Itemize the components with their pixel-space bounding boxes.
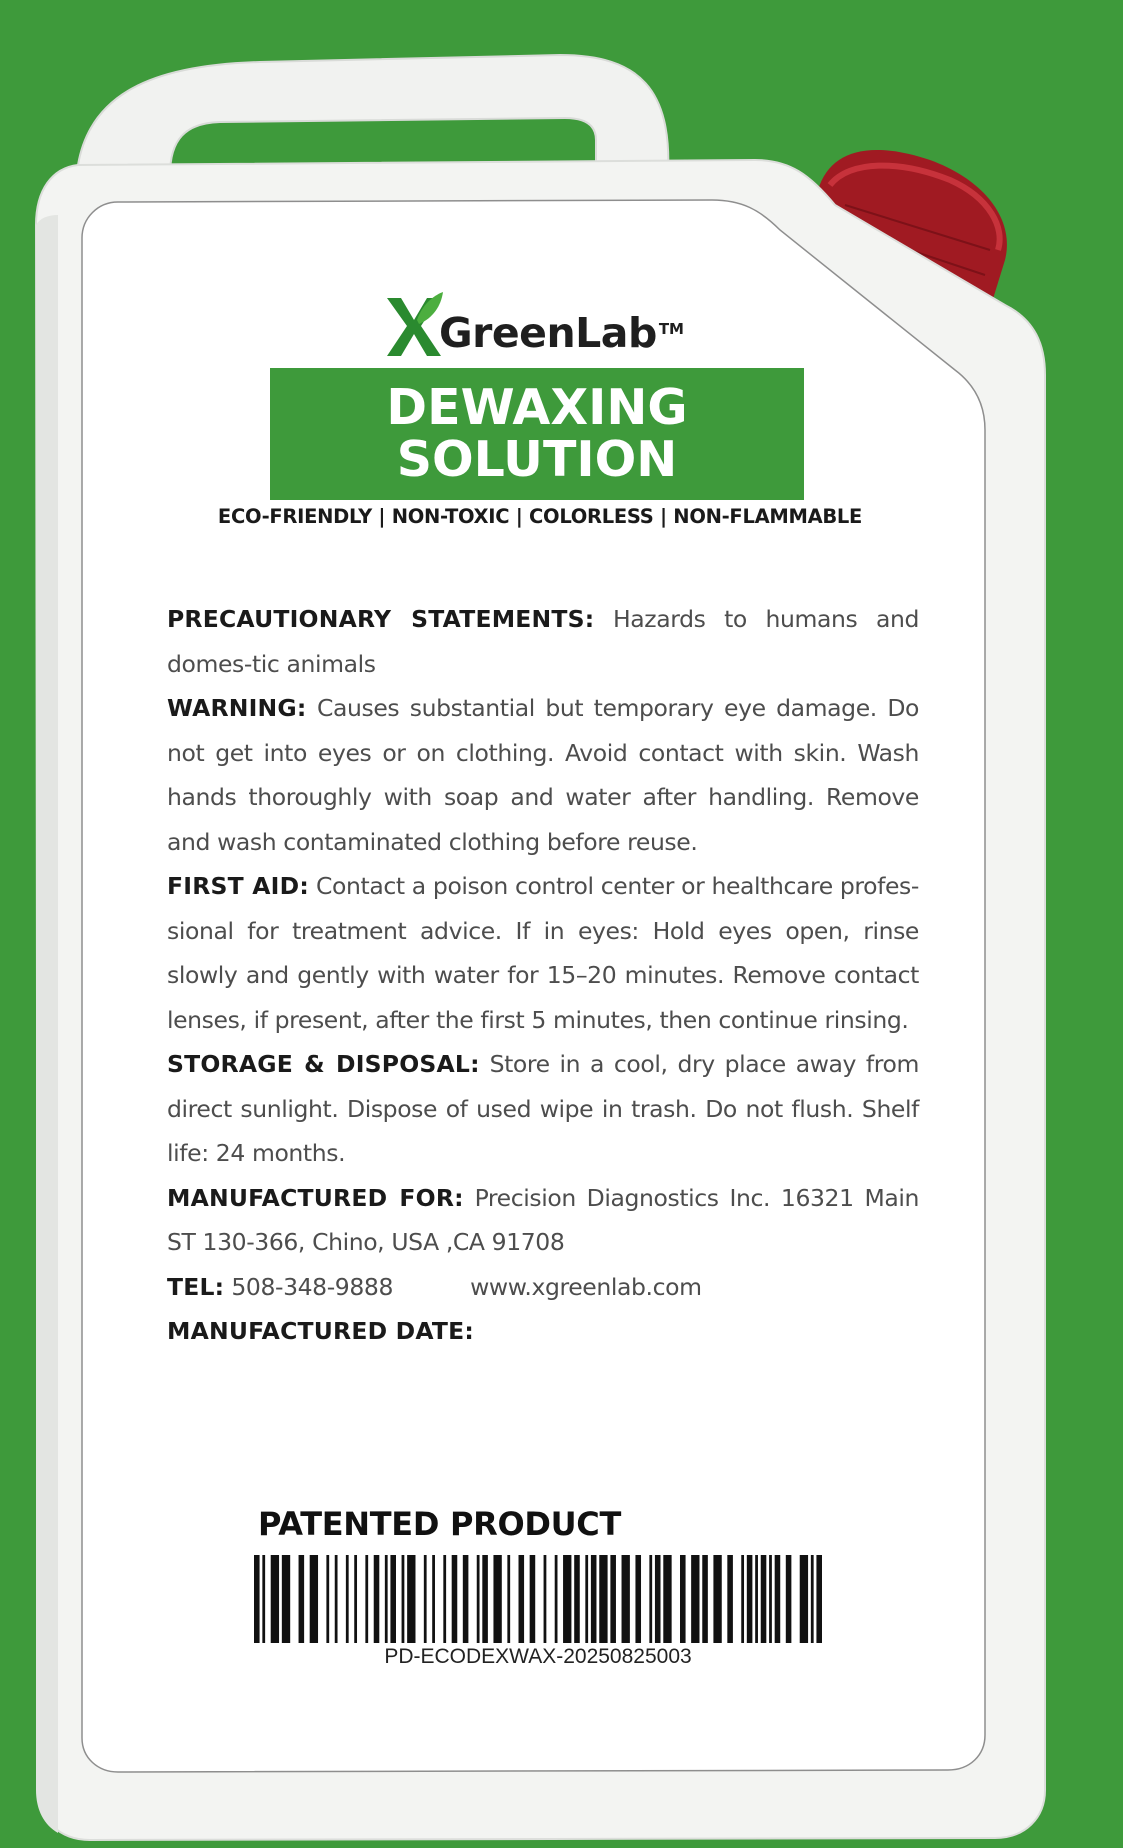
barcode-bar bbox=[452, 1555, 458, 1643]
barcode-bar bbox=[680, 1555, 686, 1643]
tel-label: TEL: bbox=[167, 1272, 225, 1301]
product-title-banner bbox=[270, 368, 804, 500]
barcode-bar bbox=[482, 1555, 488, 1643]
barcode-bar bbox=[519, 1555, 525, 1643]
barcode-bar bbox=[755, 1555, 758, 1643]
barcode-bar bbox=[816, 1555, 822, 1643]
barcode-bar bbox=[407, 1555, 415, 1643]
warning-text: Causes substantial but temporary eye damage. Do not get into eyes or on clothing. Avoid contact with skin. Wash hands thoroughly with soap and water after handling. Remove and wash contaminated clothing before reuse. bbox=[167, 694, 919, 856]
barcode-bar bbox=[385, 1555, 388, 1643]
manufactured-for-statement bbox=[167, 1176, 919, 1265]
product-title-line1: DEWAXING bbox=[386, 379, 688, 436]
product-title-line2: SOLUTION bbox=[396, 431, 678, 488]
barcode-bar bbox=[282, 1555, 290, 1643]
website-link: www.xgreenlab.com bbox=[470, 1272, 702, 1301]
barcode-bar bbox=[335, 1555, 338, 1643]
barcode-bar bbox=[402, 1555, 405, 1643]
first-aid-label: FIRST AID: bbox=[167, 872, 309, 900]
barcode-bar bbox=[622, 1555, 630, 1643]
barcode-bar bbox=[555, 1555, 558, 1643]
barcode-bar bbox=[432, 1555, 435, 1643]
barcode-bar bbox=[761, 1555, 767, 1643]
barcode-image bbox=[254, 1555, 822, 1643]
storage-label: STORAGE & DISPOSAL: bbox=[167, 1050, 480, 1078]
barcode-bar bbox=[713, 1555, 721, 1643]
barcode-bar bbox=[655, 1555, 661, 1643]
barcode-bar bbox=[775, 1555, 781, 1643]
barcode-bar bbox=[635, 1555, 641, 1643]
warning-statement bbox=[167, 686, 919, 864]
barcode-bar bbox=[390, 1555, 396, 1643]
barcode-bar bbox=[365, 1555, 368, 1643]
barcode-bar bbox=[574, 1555, 580, 1643]
barcode-bar bbox=[800, 1555, 808, 1643]
barcode-bar bbox=[443, 1555, 446, 1643]
brand-name: GreenLab bbox=[439, 309, 657, 357]
barcode-bar bbox=[663, 1555, 671, 1643]
manufactured-for-text: Precision Diagnostics Inc. 16321 Main ST 130-366, Chino, USA ,CA 91708 bbox=[167, 1183, 919, 1256]
barcode-bar bbox=[769, 1555, 772, 1643]
barcode-bar bbox=[299, 1555, 305, 1643]
precautionary-statements bbox=[167, 597, 919, 686]
first-aid-statement bbox=[167, 864, 919, 1042]
barcode-bar bbox=[585, 1555, 588, 1643]
barcode-bar bbox=[530, 1555, 536, 1643]
barcode-bar bbox=[354, 1555, 357, 1643]
x-leaf-icon bbox=[383, 290, 445, 358]
barcode-bar bbox=[271, 1555, 279, 1643]
barcode-bar bbox=[649, 1555, 652, 1643]
manufactured-for-label: MANUFACTURED FOR: bbox=[167, 1183, 464, 1212]
patented-product-heading: PATENTED PRODUCT bbox=[258, 1505, 622, 1543]
barcode-bar bbox=[610, 1555, 616, 1643]
precautionary-label: PRECAUTIONARY STATEMENTS: bbox=[167, 605, 595, 633]
barcode-bar bbox=[310, 1555, 318, 1643]
barcode-bar bbox=[747, 1555, 753, 1643]
storage-statement bbox=[167, 1042, 919, 1176]
barcode-bar bbox=[262, 1555, 265, 1643]
barcode-bar bbox=[493, 1555, 501, 1643]
barcode-bar bbox=[811, 1555, 814, 1643]
barcode-bar bbox=[254, 1555, 260, 1643]
label-body bbox=[167, 597, 919, 1354]
barcode-bar bbox=[424, 1555, 427, 1643]
trademark-symbol: TM bbox=[658, 320, 684, 338]
barcode-bar bbox=[599, 1555, 607, 1643]
barcode-number: PD-ECODEXWAX-20250825003 bbox=[384, 1645, 692, 1668]
first-aid-text: Contact a poison control center or healthcare profes-sional for treatment advice. If in eyes: Hold eyes open, rinse slowly and gently with water for 15–20 minutes. Remove contact lenses, if present, after the first 5 minutes, then continue rinsing. bbox=[167, 872, 919, 1034]
warning-label: WARNING: bbox=[167, 694, 307, 722]
barcode-bar bbox=[591, 1555, 597, 1643]
barcode-bar bbox=[477, 1555, 480, 1643]
storage-text: Store in a cool, dry place away from direct sunlight. Dispose of used wipe in trash. Do not flush. Shelf life: 24 months. bbox=[167, 1050, 920, 1167]
product-tagline: ECO-FRIENDLY | NON-TOXIC | COLORLESS | NON-FLAMMABLE bbox=[217, 505, 863, 528]
bottle-handle bbox=[78, 55, 668, 175]
tel-value: 508-348-9888 bbox=[231, 1272, 394, 1301]
barcode-bar bbox=[786, 1555, 792, 1643]
brand-logo bbox=[383, 288, 684, 358]
barcode-bar bbox=[702, 1555, 708, 1643]
contact-row bbox=[167, 1265, 919, 1310]
barcode-bar bbox=[741, 1555, 744, 1643]
barcode-bar bbox=[563, 1555, 571, 1643]
barcode-bar bbox=[544, 1555, 547, 1643]
precautionary-text: Hazards to humans and domes-tic animals bbox=[167, 605, 919, 678]
barcode-bar bbox=[507, 1555, 510, 1643]
barcode-bar bbox=[727, 1555, 733, 1643]
manufactured-date-label: MANUFACTURED DATE: bbox=[167, 1317, 475, 1345]
barcode-bar bbox=[346, 1555, 349, 1643]
barcode-bar bbox=[374, 1555, 380, 1643]
manufactured-date-row bbox=[167, 1309, 919, 1354]
barcode-bar bbox=[691, 1555, 699, 1643]
barcode-bar bbox=[463, 1555, 469, 1643]
barcode-bar bbox=[326, 1555, 329, 1643]
